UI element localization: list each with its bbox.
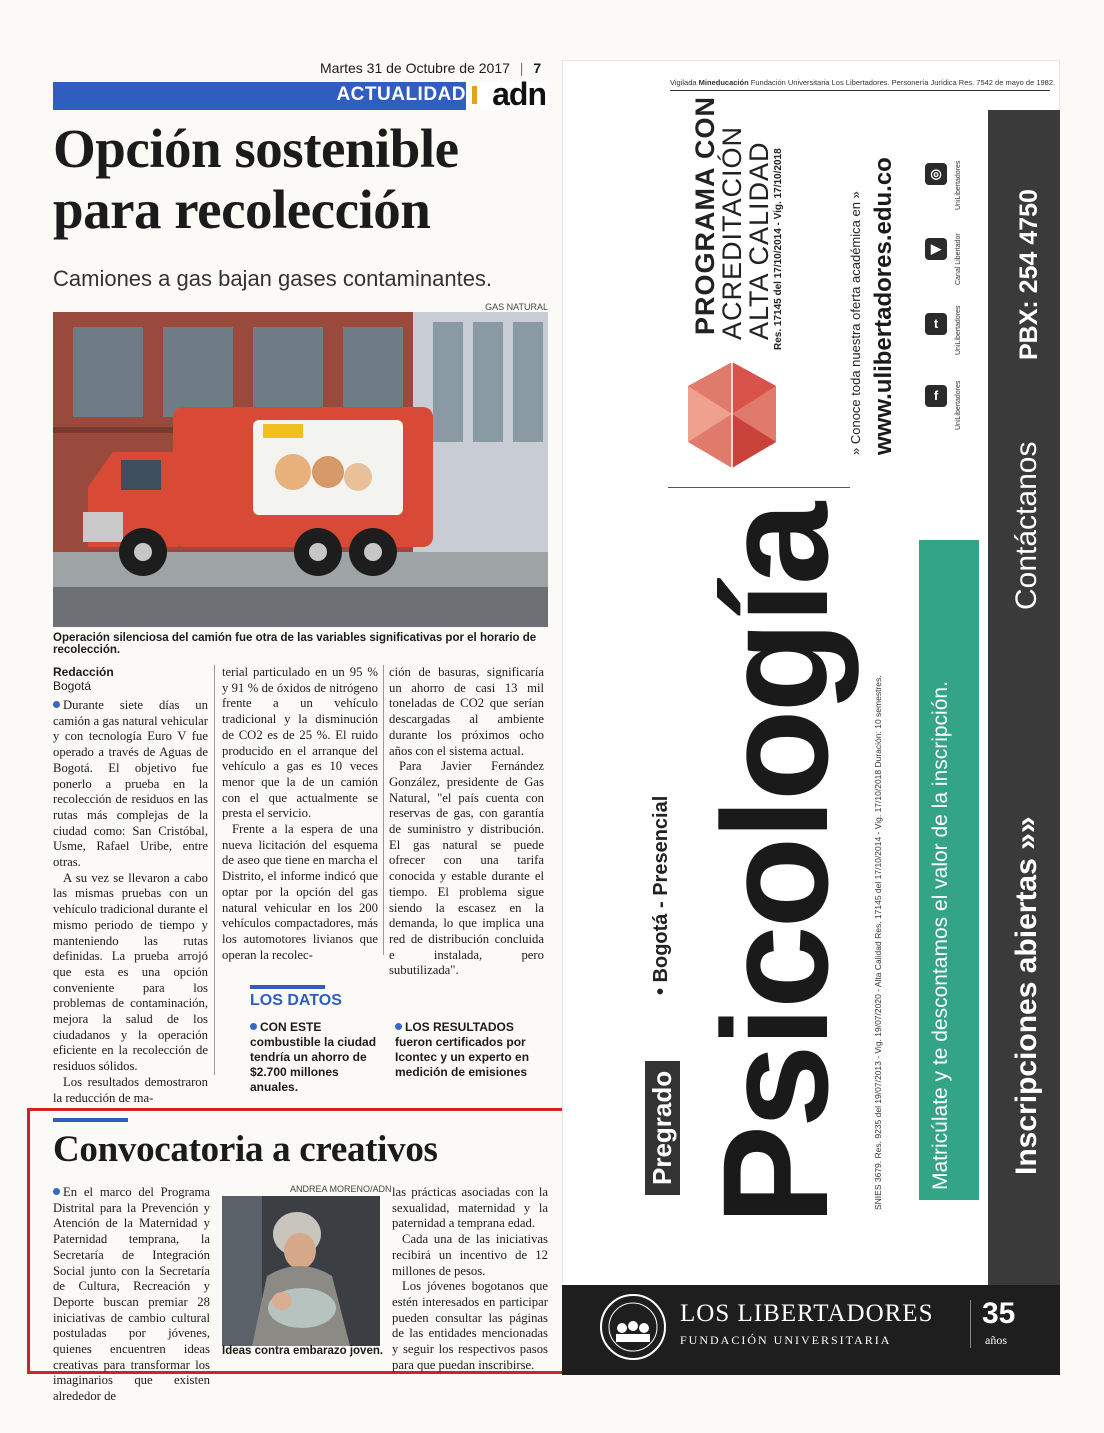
- paragraph: ción de basuras, significaría un ahorro de casi 13 mil toneladas de CO2 que serían descargadas al ambiente durante los próximos ocho años con el sistema actual.: [389, 665, 544, 758]
- article-column-1: [53, 698, 208, 1106]
- article-column-2: [222, 665, 378, 963]
- article2-headline: Convocatoria a creativos: [53, 1129, 438, 1170]
- social-label: UniLibertadores: [955, 380, 962, 430]
- phone-number[interactable]: PBX: 254 4750: [1015, 189, 1043, 360]
- paragraph: Los resultados demostraron la reducción de ma-: [53, 1074, 208, 1105]
- bullet-icon: [53, 1188, 60, 1195]
- accreditation-resolution: Res. 17145 del 17/10/2014 - Vig. 17/10/2018: [773, 148, 784, 350]
- photo-credit: GAS NATURAL: [485, 302, 548, 312]
- enrollment-open: Inscripciones abiertas »»: [1010, 816, 1043, 1175]
- vigilada-note: [670, 78, 1055, 87]
- enrollment-promo: Matricúlate y te descontamos el valor de la inscripción.: [929, 681, 952, 1190]
- headline-line-1: Opción sostenible: [53, 118, 459, 179]
- adn-logo: adn: [492, 76, 546, 112]
- contact-label: Contáctanos: [1010, 441, 1043, 610]
- social-label: UniLibertadores: [955, 305, 962, 355]
- paragraph: Durante siete días un camión a gas natural vehicular y con tecnología Euro V fue operado a través de Aguas de Bogotá. El objetivo fue ponerlo a prueba en la recolección de residuos en las rutas más complejas de la ciudad como: San Cristóbal, Usme, Rafael Uribe, entre otras.: [53, 698, 209, 870]
- divider: [668, 487, 850, 488]
- page-number: 7: [533, 60, 542, 76]
- social-label: UniLibertadores: [955, 160, 962, 210]
- paragraph: En el marco del Programa Distrital para la Prevención y Atención de la Maternidad y Paternidad temprana, la Secretaría de Integración Social junto con la Secretaría de Cultura, Recreación y Deporte buscan premiar 28 iniciativas de cambio cultural postuladas por jóvenes, quienes encuentren ideas creativas para transformar los imaginarios que existen alrededor de: [53, 1185, 210, 1404]
- instagram-icon[interactable]: ◎: [925, 163, 947, 185]
- paragraph: terial particulado en un 95 % y 91 % de óxidos de nitrógeno frente a un vehículo tradicional y la disminución de CO2 es de 25 %. El ruido producido en el arranque del vehículo a gas es 10 veces menor que la de un camión con el que actualmente se presta el servicio.: [222, 665, 378, 821]
- university-seal-icon: [598, 1292, 668, 1362]
- paragraph: Para Javier Fernández González, presidente de Gas Natural, "el país cuenta con reservas de gas, con garantía de suministro y distribución. El gas natural se puede ofrecer con una tarifa conocida y estable durante el tiempo. El problema sigue siendo la escasez en la demanda, lo que implica una red de distribución concluida e instalada, pero subutilizada".: [389, 759, 544, 978]
- paragraph: Cada una de las iniciativas recibirá un incentivo de 12 millones de pesos.: [392, 1232, 548, 1278]
- photo-caption: Operación silenciosa del camión fue otra de las variables significativas por el horario de recolección.: [53, 632, 537, 656]
- bullet-icon: [395, 1023, 402, 1030]
- byline-author: Redacción: [53, 665, 114, 679]
- accreditation-line-3: ALTA CALIDAD: [744, 141, 774, 340]
- anniversary-label: años: [985, 1333, 1007, 1347]
- article2-column-3: [392, 1185, 548, 1373]
- headline-line-2: para recolección: [53, 179, 431, 240]
- article-headline: [53, 118, 553, 240]
- datos-accent-bar: [250, 985, 325, 989]
- datos-keyword: LOS RESULTADOS: [405, 1020, 514, 1034]
- byline-location: Bogotá: [53, 679, 92, 693]
- vigilada-label: Vigilada: [670, 78, 697, 87]
- datos-item-2: [395, 1020, 540, 1080]
- article-column-3: [389, 665, 544, 979]
- bullet-icon: [250, 1023, 257, 1030]
- adn-logo-mark: [472, 86, 477, 104]
- photo-caption: Ideas contra embarazo joven.: [222, 1345, 384, 1357]
- paragraph: Los jóvenes bogotanos que estén interesados en participar pueden consultar las páginas de las entidades mencionadas y seguir los respectivos pasos para que puedan inscribirse.: [392, 1279, 548, 1372]
- institution-subtitle: FUNDACIÓN UNIVERSITARIA: [680, 1333, 892, 1347]
- program-registration: SNIES 3679. Res. 9235 del 19/07/2013 - Vig. 19/07/2020 - Alta Calidad Res. 17145 del 17/10/2014 - Vig. 17/10/2018 Duración: 10 semestres.: [873, 675, 883, 1210]
- institution-name: LOS LIBERTADORES: [680, 1300, 934, 1327]
- dateline: Martes 31 de Octubre de 2017 | 7: [320, 60, 542, 76]
- twitter-icon[interactable]: t: [925, 313, 947, 335]
- article-subhead: Camiones a gas bajan gases contaminantes.: [53, 266, 493, 291]
- paragraph: Frente a la espera de una nueva licitación del esquema de aseo que tiene en marcha el Distrito, el informe indicó que optar por la opción del gas natural vehicular en los 200 vehículos compactadores, más los automotores livianos que operan la recolec-: [222, 822, 378, 962]
- column-divider: [383, 665, 384, 955]
- section-label: ACTUALIDAD: [336, 84, 466, 105]
- divider: [970, 1300, 971, 1348]
- article2-column-1: [53, 1185, 210, 1405]
- vigilada-entity: Mineducación: [698, 78, 749, 87]
- accreditation-line-2: ACREDITACIÓN: [717, 125, 747, 340]
- truck-photo: [53, 312, 548, 627]
- issue-date: Martes 31 de Octubre de 2017: [320, 60, 510, 76]
- paragraph: las prácticas asociadas con la sexualidad, maternidad y la paternidad a temprana edad.: [392, 1185, 548, 1231]
- program-modality: • Bogotá - Presencial: [650, 795, 672, 995]
- accreditation-emblem-icon: [684, 360, 780, 470]
- accreditation-title: PROGRAMA CON: [690, 96, 720, 335]
- datos-text: fueron certificados por Icontec y un experto en medición de emisiones: [395, 1035, 530, 1079]
- bullet-icon: [53, 701, 60, 708]
- vigilada-text: Fundación Universitaria Los Libertadores. Personería Jurídica Res. 7542 de mayo de 1982.: [750, 78, 1056, 87]
- anniversary-number: 35: [982, 1297, 1016, 1330]
- website-link[interactable]: www.ulibertadores.edu.co: [870, 157, 897, 455]
- program-level-badge: Pregrado: [645, 1061, 680, 1195]
- social-label: Canal Libertador: [955, 233, 962, 285]
- offer-prompt: » Conoce toda nuestra oferta académica en »: [848, 191, 863, 455]
- facebook-icon[interactable]: f: [925, 385, 947, 407]
- adn-logo-box: [466, 76, 548, 112]
- paragraph: A su vez se llevaron a cabo las mismas pruebas con un vehículo tradicional durante el mismo periodo de tiempo y manteniendo las rutas definidas. La prueba arrojó que esta es una opción conveniente para los problemas de contaminación, mejora la salud de los ciudadanos y la operación eficiente en la recolección de residuos sólidos.: [53, 870, 208, 1074]
- program-name: Psicología: [691, 504, 859, 1225]
- youtube-icon[interactable]: ▶: [925, 238, 947, 260]
- datos-item-1: [250, 1020, 390, 1095]
- datos-keyword: CON ESTE: [260, 1020, 322, 1034]
- datos-text: combustible la ciudad tendría un ahorro de $2.700 millones anuales.: [250, 1035, 377, 1094]
- photo-credit: ANDREA MORENO/ADN: [290, 1184, 392, 1194]
- section-bar: [53, 76, 548, 112]
- byline: [53, 665, 114, 693]
- divider: [670, 90, 1050, 91]
- column-divider: [214, 665, 215, 1075]
- headline-accent-bar: [53, 1118, 128, 1122]
- datos-title: LOS DATOS: [250, 992, 342, 1009]
